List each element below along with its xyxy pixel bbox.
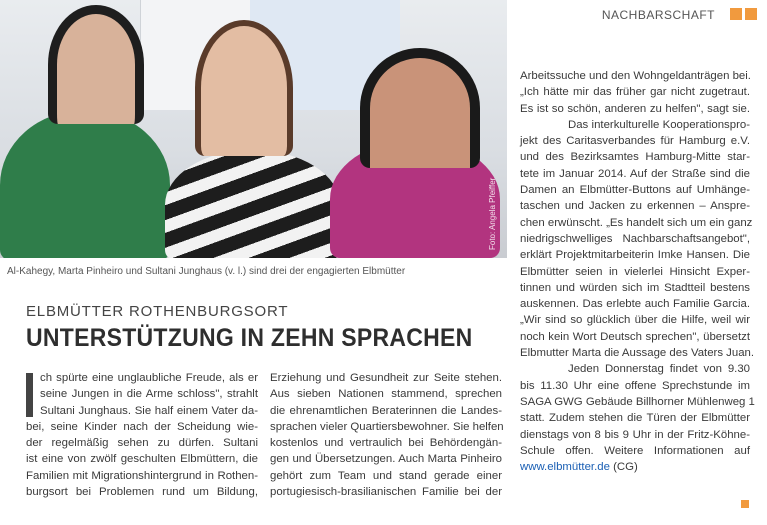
article-column-2 — [270, 370, 502, 500]
article-column-1 — [26, 370, 258, 500]
text-line: chen erwünscht. „Es handelt sich um ein ganz — [520, 216, 753, 229]
text-line: „Ich hätte mir das früher gar nicht zugetraut. — [520, 86, 750, 99]
text-line-link — [520, 459, 750, 475]
text-line: die ehrenamtlichen Beraterinnen die Landes- — [270, 404, 502, 417]
author-initials: (CG) — [609, 461, 638, 474]
text-line: Schule offen. Weitere Informationen auf — [520, 444, 750, 457]
text-line: Es ist so schön, anderen zu helfen", sagt sie. — [520, 102, 750, 115]
text-line: dienstags von 8 bis 9 Uhr in der Fritz-Köhne- — [520, 428, 750, 441]
text-line: niedrigschwelliges Nachbarschaftsangebot", — [520, 232, 750, 245]
text-line: der regelmäßig sehen zu dürfen. Sultani — [26, 437, 258, 450]
section-label: NACHBARSCHAFT — [601, 8, 715, 22]
article-headline: UNTERSTÜTZUNG IN ZEHN SPRACHEN — [26, 324, 473, 352]
person-left-head — [48, 5, 144, 124]
text-line: gen und Übersetzungen. Auch Marta Pinheiro — [270, 453, 502, 466]
text-line: taschen und Jacken zu erkennen – Anspre- — [520, 200, 750, 213]
article-photo — [0, 0, 507, 258]
text-line: kostenlos und vertraulich bei Behördengän- — [270, 437, 502, 450]
text-line: sprachen vieler Quartiersbewohner. Sie helfen — [270, 420, 504, 433]
photo-caption: Al-Kahegy, Marta Pinheiro und Sultani Junghaus (v. l.) sind drei der engagierten Elbmütter — [7, 266, 406, 277]
photo-credit: Foto: Angela Pfeiffer — [488, 177, 497, 250]
text-line: und des Bezirksamtes Hamburg-Mitte star- — [520, 151, 750, 164]
text-line: tete im Januar 2014. Auf der Straße sind die — [520, 167, 750, 180]
website-link[interactable]: www.elbmütter.de — [520, 461, 610, 474]
text-line: statt. Zudem stehen die Türen der Elbmütter — [520, 412, 750, 425]
text-line: bei, seine Kinder nach der Scheidung wie- — [26, 420, 258, 433]
text-line: Arbeitssuche und den Wohngeldanträgen bei. — [520, 70, 751, 82]
text-line: Jeden Donnerstag findet von 9.30 — [568, 363, 750, 376]
person-right-head — [360, 48, 480, 168]
text-line: Damen an Elbmütter-Buttons auf Umhänge- — [520, 184, 750, 197]
text-line: Aus sieben Nationen stammend, sprechen — [270, 388, 502, 401]
text-line: Elbmütter seien in vielerlei Hinsicht Exper- — [520, 265, 750, 278]
text-line: SAGA GWG Gebäude Billhorner Mühlenweg 1 — [520, 395, 755, 408]
person-middle — [165, 150, 340, 258]
text-line: gehört zum Team und stand gerade einer — [270, 469, 502, 482]
text-line: „Wir sind so glücklich über die Hilfe, weil wir — [520, 314, 750, 327]
text-line: burgsort bei Problemen rund um Bildung, — [26, 486, 258, 499]
person-middle-head — [195, 20, 293, 156]
section-squares — [730, 8, 757, 20]
text-line: Das interkulturelle Kooperationspro- — [568, 118, 750, 131]
text-line: Familien mit Migrationshintergrund in Rothen- — [26, 469, 258, 482]
text-line: noch kein Wort Deutsch sprechen", übersetzt — [520, 330, 750, 343]
text-line: ist eine von zwölf geschulten Elbmüttern, die — [26, 453, 258, 466]
text-line: tinnen und würden sich im Stadtteil bestens — [520, 281, 750, 294]
person-left — [0, 110, 170, 258]
text-line: jekt des Caritasverbandes für Hamburg e.V. — [520, 135, 750, 148]
article-kicker: ELBMÜTTER ROTHENBURGSORT — [26, 303, 289, 320]
article-column-3 — [520, 68, 755, 475]
text-line: bis 11.30 Uhr eine offene Sprechstunde im — [520, 379, 750, 392]
end-mark — [741, 500, 749, 508]
text-line: Sultani Junghaus. Sie half einem Vater da- — [40, 404, 258, 417]
text-line: erklärt Projektmitarbeiterin Imke Hansen. Die — [520, 249, 750, 262]
text-line: auskennen. Das erlebte auch Familie Garcia. — [520, 298, 750, 311]
text-line: Erziehung und Gesundheit zur Seite stehen. — [270, 372, 502, 384]
text-line: seine Jungen in die Arme schloss", strahlt — [40, 388, 258, 401]
text-line: ch spürte eine unglaubliche Freude, als er — [40, 372, 258, 384]
text-line: Elbmutter Marta die Aussage des Vaters Juan. — [520, 347, 755, 360]
text-line: portugiesisch-brasilianischen Familie bei der — [270, 486, 502, 499]
